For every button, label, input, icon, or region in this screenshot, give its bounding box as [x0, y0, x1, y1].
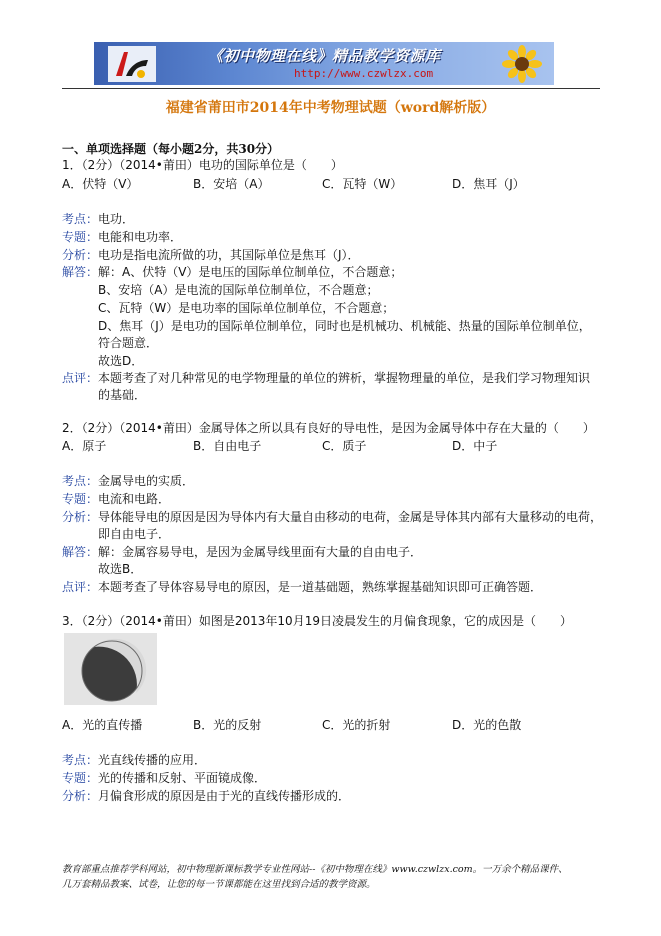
question-2-option-a: A．原子	[62, 439, 107, 453]
q1-jieda-line-5: 符合题意．	[98, 336, 159, 350]
q3-fenxi-label: 分析：	[62, 789, 99, 803]
q2-jieda-line-1: 解：金属容易导电，是因为金属导线里面有大量的自由电子．	[98, 545, 423, 559]
question-3-stem: 3．（2分）（2014•莆田）如图是2013年10月19日凌晨发生的月偏食现象，它的成因是（ ）	[62, 614, 572, 628]
site-logo-icon	[108, 46, 156, 82]
footer-line-2: 几万套精品教案、试卷，让您的每一节课都能在这里找到合适的教学资源。	[62, 879, 376, 890]
partial-eclipse-moon-icon	[64, 633, 157, 705]
question-2-option-b: B．自由电子	[193, 439, 262, 453]
q2-zhuanti-label: 专题：	[62, 492, 99, 506]
question-1-stem: 1．（2分）（2014•莆田）电功的国际单位是（ ）	[62, 158, 343, 172]
header-banner[interactable]	[94, 42, 554, 85]
header-divider	[62, 88, 600, 89]
q1-jieda-line-1: 解：A、伏特（V）是电压的国际单位制单位，不合题意；	[98, 265, 403, 279]
question-1-option-d: D．焦耳（J）	[452, 177, 525, 191]
q2-zhuanti: 电流和电路．	[98, 492, 171, 506]
question-2-option-d: D．中子	[452, 439, 498, 453]
q1-jieda-line-3: C、瓦特（W）是电功率的国际单位制单位，不合题意；	[98, 301, 395, 315]
question-1-option-a: A．伏特（V）	[62, 177, 139, 191]
q3-zhuanti: 光的传播和反射、平面镜成像．	[98, 771, 267, 785]
question-2-option-c: C．质子	[322, 439, 367, 453]
q1-jieda-line-2: B、安培（A）是电流的国际单位制单位，不合题意；	[98, 283, 379, 297]
q1-kaodian: 电功．	[98, 212, 135, 226]
page-footer	[62, 862, 602, 892]
banner-title: 《初中物理在线》精品教学资源库	[208, 47, 441, 65]
q2-dianping-label: 点评：	[62, 580, 99, 594]
question-3-option-c: C．光的折射	[322, 718, 391, 732]
q1-kaodian-label: 考点：	[62, 212, 99, 226]
banner-url[interactable]: http://www.czwlzx.com	[294, 67, 434, 80]
q1-dianping-label: 点评：	[62, 371, 99, 385]
q1-dianping-line-2: 的基础．	[98, 388, 147, 402]
document-title: 福建省莆田市2014年中考物理试题（word解析版）	[165, 100, 496, 116]
q1-jieda-label: 解答：	[62, 265, 99, 279]
question-1-option-b: B．安培（A）	[193, 177, 270, 191]
q1-fenxi: 电功是指电流所做的功，其国际单位是焦耳（J）．	[98, 248, 360, 262]
q2-fenxi-label: 分析：	[62, 510, 99, 524]
q2-kaodian-label: 考点：	[62, 474, 99, 488]
sunflower-icon	[496, 44, 548, 84]
q1-jieda-line-4: D、焦耳（J）是电功的国际单位制单位，同时也是机械功、机械能、热量的国际单位制单位，	[98, 319, 591, 333]
q3-fenxi: 月偏食形成的原因是由于光的直线传播形成的．	[98, 789, 351, 803]
q1-zhuanti-label: 专题：	[62, 230, 99, 244]
q2-dianping: 本题考查了导体容易导电的原因，是一道基础题，熟练掌握基础知识即可正确答题．	[98, 580, 543, 594]
q1-zhuanti: 电能和电功率．	[98, 230, 183, 244]
q3-kaodian: 光直线传播的应用．	[98, 753, 207, 767]
q2-jieda-line-2: 故选B．	[98, 562, 143, 576]
footer-line-1: 教育部重点推荐学科网站，初中物理新课标教学专业性网站--《初中物理在线》www.czwlzx.com。一万余个精品课件、	[62, 864, 568, 875]
q1-jieda-line-6: 故选D．	[98, 354, 144, 368]
q1-fenxi-label: 分析：	[62, 248, 99, 262]
section-heading: 一、单项选择题（每小题2分，共30分）	[62, 142, 280, 156]
q3-kaodian-label: 考点：	[62, 753, 99, 767]
question-3-option-d: D．光的色散	[452, 718, 522, 732]
lunar-eclipse-image	[64, 633, 157, 705]
q2-jieda-label: 解答：	[62, 545, 99, 559]
question-2-stem: 2．（2分）（2014•莆田）金属导体之所以具有良好的导电性，是因为金属导体中存在大量的（ ）	[62, 421, 595, 435]
question-3-option-a: A．光的直传播	[62, 718, 143, 732]
q2-fenxi-line-1: 导体能导电的原因是因为导体内有大量自由移动的电荷，金属是导体其内部有大量移动的电荷，	[98, 510, 603, 524]
q2-kaodian: 金属导电的实质．	[98, 474, 195, 488]
q1-dianping-line-1: 本题考查了对几种常见的电学物理量的单位的辨析，掌握物理量的单位，是我们学习物理知识	[98, 371, 591, 385]
q3-zhuanti-label: 专题：	[62, 771, 99, 785]
question-3-option-b: B．光的反射	[193, 718, 262, 732]
q2-fenxi-line-2: 即自由电子．	[98, 527, 171, 541]
question-1-option-c: C．瓦特（W）	[322, 177, 403, 191]
